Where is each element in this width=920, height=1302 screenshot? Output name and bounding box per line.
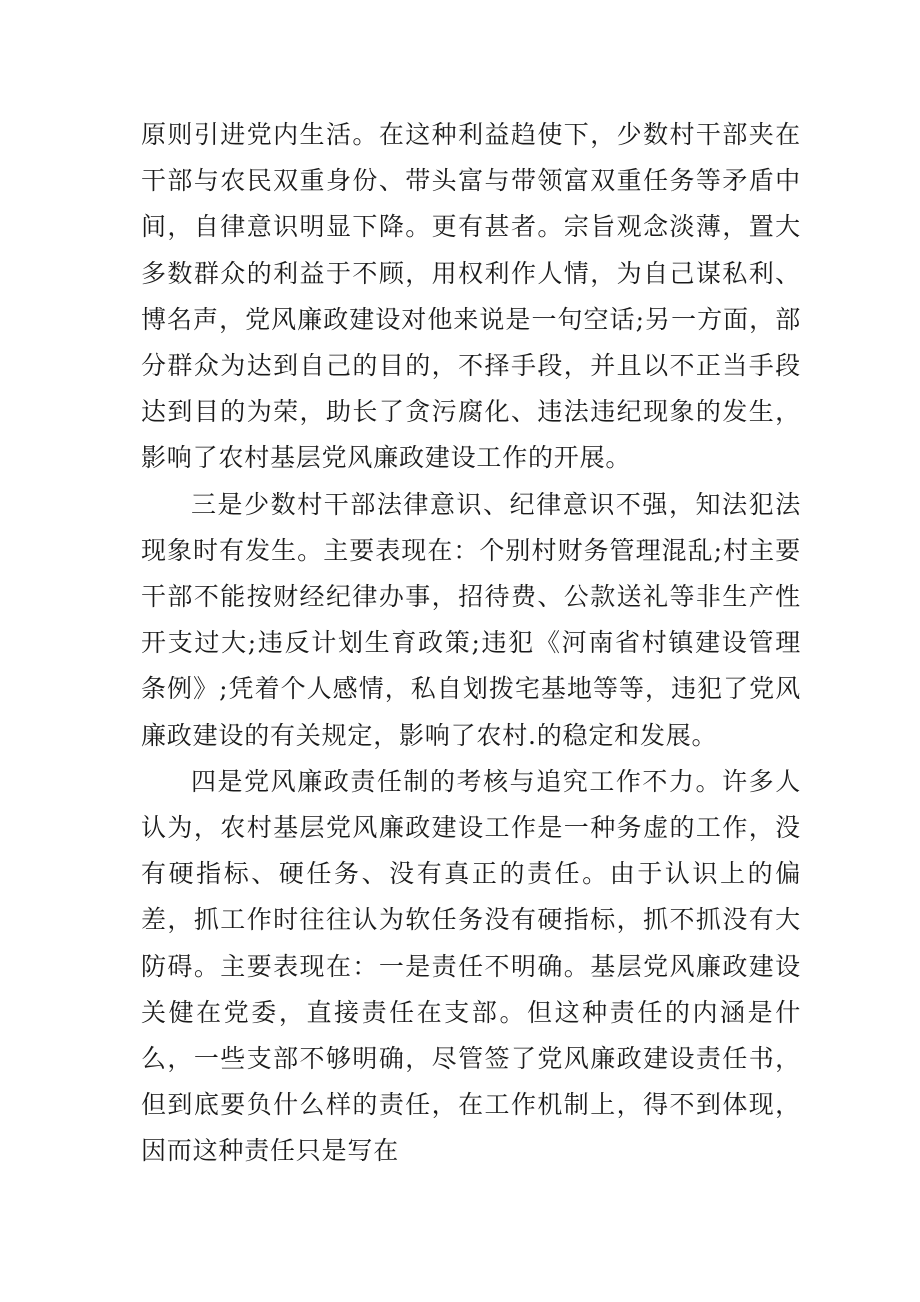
document-body	[141, 112, 801, 1175]
paragraph-1: 原则引进党内生活。在这种利益趋使下，少数村干部夹在干部与农民双重身份、带头富与带领富双重任务等矛盾中间，自律意识明显下降。更有甚者。宗旨观念淡薄，置大多数群众的利益于不顾，用权利作人情，为自己谋私利、博名声，党风廉政建设对他来说是一句空话;另一方面，部分群众为达到自己的目的，不择手段，并且以不正当手段达到目的为荣，助长了贪污腐化、违法违纪现象的发生，影响了农村基层党风廉政建设工作的开展。	[141, 120, 801, 473]
paragraph-2: 三是少数村干部法律意识、纪律意识不强，知法犯法现象时有发生。主要表现在：个别村财务管理混乱;村主要干部不能按财经纪律办事，招待费、公款送礼等非生产性开支过大;违反计划生育政策;违犯《河南省村镇建设管理条例》;凭着个人感情，私自划拨宅基地等等，违犯了党风廉政建设的有关规定，影响了农村.的稳定和发展。	[141, 489, 801, 750]
paragraph-3: 四是党风廉政责任制的考核与追究工作不力。许多人认为，农村基层党风廉政建设工作是一种务虚的工作，没有硬指标、硬任务、没有真正的责任。由于认识上的偏差，抓工作时往往认为软任务没有硬指标，抓不抓没有大防碍。主要表现在：一是责任不明确。基层党风廉政建设关健在党委，直接责任在支部。但这种责任的内涵是什么，一些支部不够明确，尽管签了党风廉政建设责任书，但到底要负什么样的责任，在工作机制上，得不到体现，因而这种责任只是写在	[141, 766, 801, 1166]
